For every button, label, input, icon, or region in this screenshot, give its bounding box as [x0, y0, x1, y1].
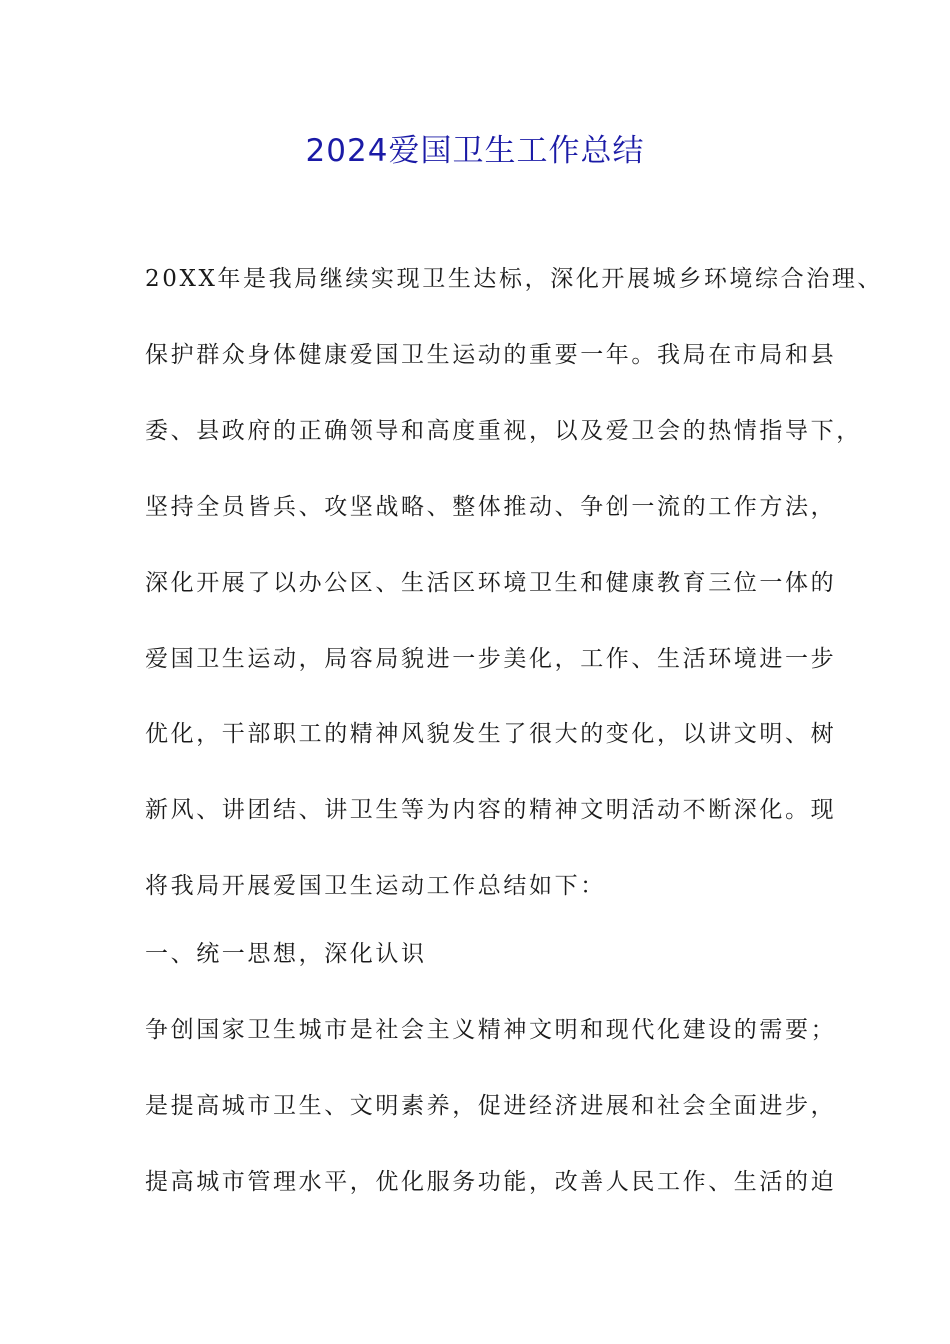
body-line-11: 是提高城市卫生、文明素养，促进经济进展和社会全面进步， [145, 1093, 837, 1119]
body-line-5: 深化开展了以办公区、生活区环境卫生和健康教育三位一体的 [145, 570, 837, 596]
section-heading-1: 一、统一思想，深化认识 [145, 941, 427, 967]
body-line-12: 提高城市管理水平，优化服务功能，改善人民工作、生活的迫 [145, 1169, 837, 1195]
body-line-3: 委、县政府的正确领导和高度重视，以及爱卫会的热情指导下， [145, 418, 862, 444]
body-line-10: 争创国家卫生城市是社会主义精神文明和现代化建设的需要； [145, 1017, 837, 1043]
body-line-7: 优化，干部职工的精神风貌发生了很大的变化，以讲文明、树 [145, 721, 837, 747]
body-line-8: 新风、讲团结、讲卫生等为内容的精神文明活动不断深化。现 [145, 797, 837, 823]
body-line-4: 坚持全员皆兵、攻坚战略、整体推动、争创一流的工作方法， [145, 494, 837, 520]
document-title: 2024爱国卫生工作总结 [305, 133, 645, 169]
body-line-1: 20XX年是我局继续实现卫生达标，深化开展城乡环境综合治理、 [145, 266, 884, 292]
body-line-9: 将我局开展爱国卫生运动工作总结如下： [145, 873, 606, 899]
body-line-2: 保护群众身体健康爱国卫生运动的重要一年。我局在市局和县 [145, 342, 837, 368]
body-line-6: 爱国卫生运动，局容局貌进一步美化，工作、生活环境进一步 [145, 646, 837, 672]
